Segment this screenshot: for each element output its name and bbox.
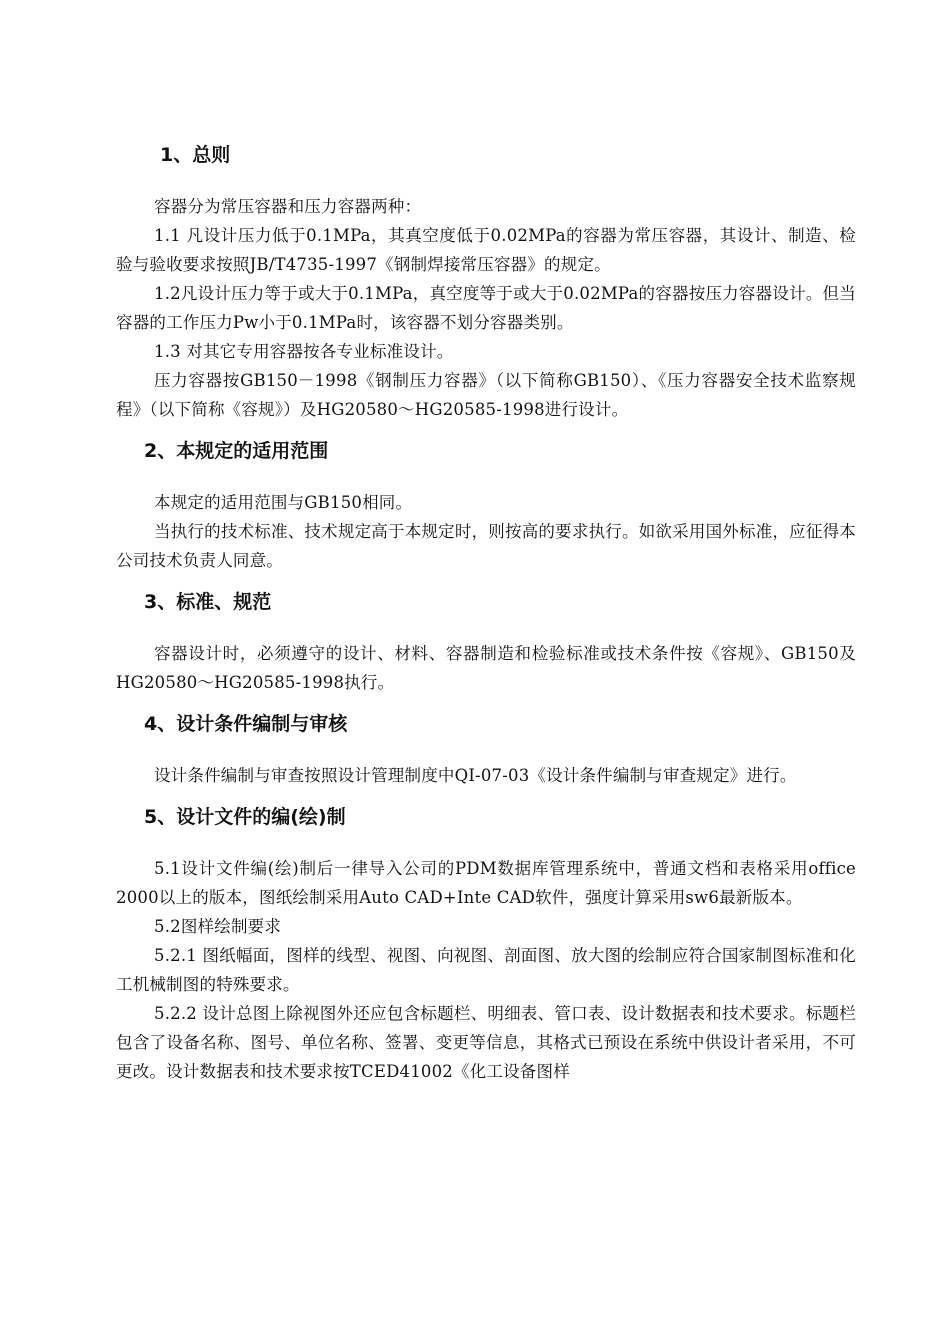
paragraph: 压力容器按GB150－1998《钢制压力容器》（以下简称GB150）、《压力容器安全技术监察规程》（以下简称《容规》）及HG20580～HG20585-1998进行设计。 [116, 371, 856, 419]
paragraph: 1.2凡设计压力等于或大于0.1MPa，真空度等于或大于0.02MPa的容器按压力容器设计。但当容器的工作压力Pw小于0.1MPa时，该容器不划分容器类别。 [116, 284, 856, 332]
paragraph: 容器分为常压容器和压力容器两种： [154, 197, 422, 216]
paragraph: 1.3 对其它专用容器按各专业标准设计。 [154, 342, 454, 361]
paragraph: 5.2图样绘制要求 [154, 917, 282, 936]
paragraph: 5.1设计文件编(绘)制后一律导入公司的PDM数据库管理系统中，普通文档和表格采用office 2000以上的版本，图纸绘制采用Auto CAD+Inte CAD软件，强度计算采用sw6最新版本。 [116, 859, 856, 907]
section-title-standards: 3、标准、规范 [144, 591, 272, 613]
paragraph: 5.2.2 设计总图上除视图外还应包含标题栏、明细表、管口表、设计数据表和技术要求。标题栏包含了设备名称、图号、单位名称、签署、变更等信息，其格式已预设在系统中供设计者采用，不可更改。设计数据表和技术要求按TCED41002《化工设备图样 [116, 1004, 856, 1081]
paragraph: 当执行的技术标准、技术规定高于本规定时，则按高的要求执行。如欲采用国外标准，应征得本公司技术负责人同意。 [116, 522, 856, 570]
paragraph: 容器设计时，必须遵守的设计、材料、容器制造和检验标准或技术条件按《容规》、GB150及HG20580～HG20585-1998执行。 [116, 644, 856, 692]
paragraph: 5.2.1 图纸幅面，图样的线型、视图、向视图、剖面图、放大图的绘制应符合国家制图标准和化工机械制图的特殊要求。 [116, 946, 856, 994]
paragraph: 设计条件编制与审查按照设计管理制度中QI-07-03《设计条件编制与审查规定》进行。 [154, 766, 797, 785]
paragraph: 本规定的适用范围与GB150相同。 [154, 493, 413, 512]
section-title-general: 1、总则 [160, 144, 231, 166]
section-title-scope: 2、本规定的适用范围 [144, 440, 329, 462]
section-title-design-conditions: 4、设计条件编制与审核 [144, 713, 348, 735]
paragraph: 1.1 凡设计压力低于0.1MPa，其真空度低于0.02MPa的容器为常压容器，其设计、制造、检验与验收要求按照JB/T4735-1997《钢制焊接常压容器》的规定。 [116, 226, 856, 274]
document-body [116, 142, 856, 1086]
section-title-design-documents: 5、设计文件的编(绘)制 [144, 806, 346, 828]
